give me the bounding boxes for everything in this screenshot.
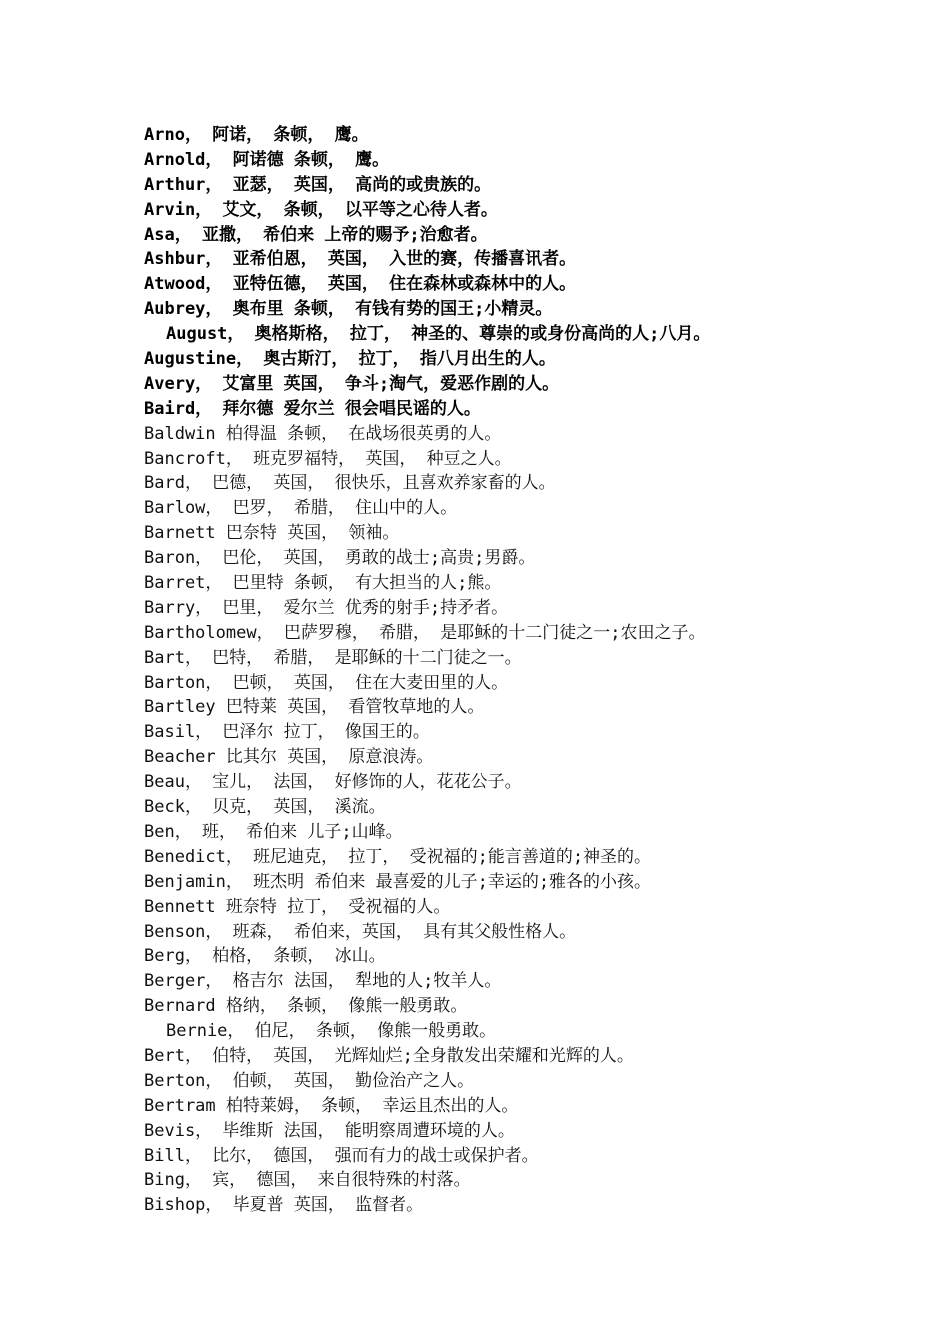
name-entry: Bernie， 伯尼， 条顿， 像熊一般勇敢。 xyxy=(166,1021,497,1042)
name-entry: August， 奥格斯格， 拉丁， 神圣的、尊崇的或身份高尚的人;八月。 xyxy=(166,324,711,345)
name-entry: Arno， 阿诺， 条顿， 鹰。 xyxy=(144,125,369,145)
name-entry: Berg， 柏格， 条顿， 冰山。 xyxy=(144,946,386,967)
name-entry: Beck， 贝克， 英国， 溪流。 xyxy=(144,797,386,818)
name-entry: Bishop， 毕夏普 英国， 监督者。 xyxy=(144,1195,424,1216)
name-entry: Bernard 格纳， 条顿， 像熊一般勇敢。 xyxy=(144,996,468,1017)
name-entry: Baldwin 柏得温 条顿， 在战场很英勇的人。 xyxy=(144,423,502,444)
name-entry: Ben， 班， 希伯来 儿子;山峰。 xyxy=(144,821,403,842)
name-entry: Berton， 伯顿， 英国， 勤俭治产之人。 xyxy=(144,1070,475,1091)
name-meaning-list xyxy=(144,123,934,1218)
name-entry: Berger， 格吉尔 法国， 犁地的人;牧羊人。 xyxy=(144,971,502,992)
name-entry: Benedict， 班尼迪克， 拉丁， 受祝福的;能言善道的;神圣的。 xyxy=(144,846,652,867)
name-entry: Barlow， 巴罗， 希腊， 住山中的人。 xyxy=(144,498,458,519)
name-entry: Basil， 巴泽尔 拉丁， 像国王的。 xyxy=(144,722,430,743)
name-entry: Arthur， 亚瑟， 英国， 高尚的或贵族的。 xyxy=(144,174,492,195)
name-entry: Barry， 巴里， 爱尔兰 优秀的射手;持矛者。 xyxy=(144,597,509,618)
name-entry: Arvin， 艾文， 条顿， 以平等之心待人者。 xyxy=(144,199,498,220)
name-entry: Bennett 班奈特 拉丁， 受祝福的人。 xyxy=(144,896,451,917)
name-entry: Bert， 伯特， 英国， 光辉灿烂;全身散发出荣耀和光辉的人。 xyxy=(144,1045,634,1066)
name-entry: Augustine， 奥古斯汀， 拉丁， 指八月出生的人。 xyxy=(144,349,556,370)
name-entry: Asa， 亚撒， 希伯来 上帝的赐予;治愈者。 xyxy=(144,224,488,245)
name-entry: Ashbur， 亚希伯恩， 英国， 入世的赛，传播喜讯者。 xyxy=(144,249,577,270)
name-entry: Benson， 班森， 希伯来，英国， 具有其父般性格人。 xyxy=(144,921,577,942)
name-entry: Barret， 巴里特 条顿， 有大担当的人;熊。 xyxy=(144,573,502,594)
name-entry: Bill， 比尔， 德国， 强而有力的战士或保护者。 xyxy=(144,1145,539,1166)
name-entry: Bartholomew， 巴萨罗穆， 希腊， 是耶稣的十二门徒之一;农田之子。 xyxy=(144,622,706,643)
name-entry: Beacher 比其尔 英国， 原意浪涛。 xyxy=(144,747,434,768)
name-entry: Bard， 巴德， 英国， 很快乐，且喜欢养家畜的人。 xyxy=(144,473,556,494)
name-entry: Benjamin， 班杰明 希伯来 最喜爱的儿子;幸运的;雅各的小孩。 xyxy=(144,871,652,892)
name-entry: Aubrey， 奥布里 条顿， 有钱有势的国王;小精灵。 xyxy=(144,299,553,320)
name-entry: Bing， 宾， 德国， 来自很特殊的村落。 xyxy=(144,1170,471,1191)
name-entry: Baron， 巴伦， 英国， 勇敢的战士;高贵;男爵。 xyxy=(144,548,536,569)
name-entry: Bancroft， 班克罗福特， 英国， 种豆之人。 xyxy=(144,448,512,469)
name-entry: Arnold， 阿诺德 条顿， 鹰。 xyxy=(144,149,390,170)
name-entry: Barnett 巴奈特 英国， 领袖。 xyxy=(144,523,400,544)
name-entry: Avery， 艾富里 英国， 争斗;淘气，爱恶作剧的人。 xyxy=(144,373,560,394)
name-entry: Baird， 拜尔德 爱尔兰 很会唱民谣的人。 xyxy=(144,398,481,419)
name-entry: Bertram 柏特莱姆， 条顿， 幸运且杰出的人。 xyxy=(144,1095,519,1116)
name-entry: Atwood， 亚特伍德， 英国， 住在森林或森林中的人。 xyxy=(144,274,577,295)
name-entry: Bevis， 毕维斯 法国， 能明察周遭环境的人。 xyxy=(144,1120,515,1141)
name-entry: Barton， 巴顿， 英国， 住在大麦田里的人。 xyxy=(144,672,509,693)
name-entry: Bartley 巴特莱 英国， 看管牧草地的人。 xyxy=(144,697,485,718)
name-entry: Beau， 宝儿， 法国， 好修饰的人，花花公子。 xyxy=(144,772,522,793)
name-entry: Bart， 巴特， 希腊， 是耶稣的十二门徒之一。 xyxy=(144,647,522,668)
